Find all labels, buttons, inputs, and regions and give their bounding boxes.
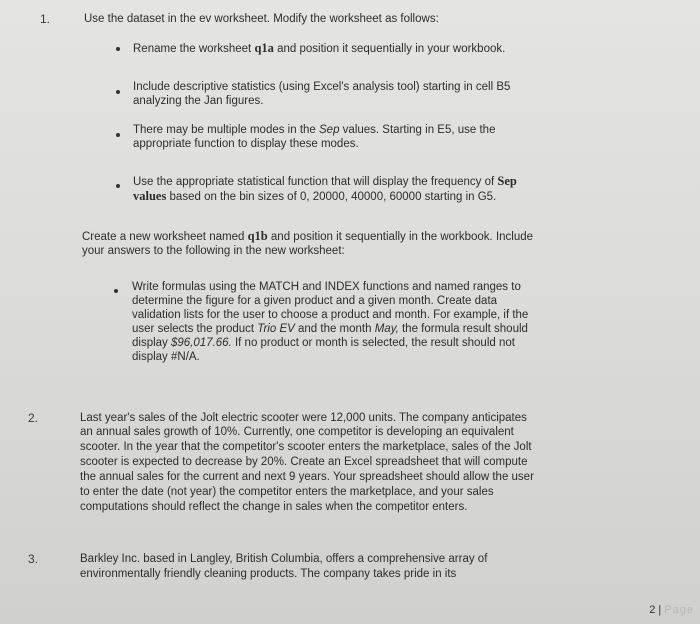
bullet-dot [114,289,118,293]
question-1-number: 1. [40,12,51,26]
q1-bullet-3-post: values. Starting in E5, use the [339,124,496,136]
bullet-dot [116,47,120,51]
q1-sub-line-6: display #N/A. [132,351,200,363]
q1-sub-line-5-em: $96,017.66. [171,337,232,349]
q3-line-2: environmentally friendly cleaning products. The company takes pride in its [80,568,457,580]
q1-bullet-3-em: Sep [319,124,340,136]
bullet-dot [116,133,120,137]
q1-sub-line-5 [132,336,515,350]
q1-bullet-2-line-1: Include descriptive statistics (using Excel's analysis tool) starting in cell B5 [133,81,511,93]
q1-sub-line-5-pre: display [132,337,171,349]
q1-sub-line-1: Write formulas using the MATCH and INDEX functions and named ranges to [132,281,521,293]
question-3-number: 3. [28,552,39,566]
q1-sub-line-4-em-1: Trio EV [257,323,295,335]
page-separator: | [655,604,665,616]
page-footer [649,604,694,616]
q1-bullet-3-line-2: appropriate function to display these modes. [133,138,359,150]
q3-line-1: Barkley Inc. based in Langley, British Columbia, offers a comprehensive array of [80,553,488,565]
q2-line-4: scooter is expected to decrease by 20%. Create an Excel spreadsheet that will compute [80,456,528,468]
q1-sub-line-4-em-2: May, [374,323,399,335]
q1-sub-line-4 [132,322,528,336]
q1-sub-line-4-post: the formula result should [398,323,528,335]
q1-create-line-2: your answers to the following in the new worksheet: [82,245,345,257]
q1-bullet-4-post: based on the bin sizes of 0, 20000, 40000, 60000 starting in G5. [166,191,497,203]
q1-bullet-3-line-1 [133,123,495,137]
q2-line-7: computations should reflect the change in sales when the competitor enters. [80,501,468,513]
q2-line-1: Last year's sales of the Jolt electric scooter were 12,000 units. The company anticipates [80,412,527,424]
page-number: 2 [649,604,656,616]
q1-bullet-1 [133,41,505,56]
q1-bullet-4-code: Sep [497,174,517,188]
bullet-dot [116,90,120,94]
bullet-dot [116,184,120,188]
q2-line-3: scooter. In the year that the competitor's scooter enters the marketplace, sales of the Jolt [80,441,532,453]
q1-create-code: q1b [247,229,268,243]
q1-bullet-2-line-2: analyzing the Jan figures. [133,95,264,107]
q1-bullet-1-pre: Rename the worksheet [133,43,255,55]
q1-create-line-1 [82,229,533,244]
q1-sub-line-4-pre: user selects the product [132,323,258,335]
q2-line-2: an annual sales growth of 10%. Currently, one competitor is developing an equivalent [80,426,514,438]
q1-bullet-1-code: q1a [254,41,274,55]
page-label: Page [664,604,694,616]
q1-bullet-4-pre: Use the appropriate statistical function that will display the frequency of [133,176,498,188]
q1-sub-line-5-post: If no product or month is selected, the result should not [231,337,515,349]
q1-bullet-1-post: and position it sequentially in your workbook. [273,43,506,55]
q2-line-5: the annual sales for the current and next 9 years. Your spreadsheet should allow the user [80,471,534,483]
q2-line-6: to enter the date (not year) the competitor enters the marketplace, and your sales [80,486,494,498]
q1-create-pre: Create a new worksheet named [82,231,248,243]
question-1-intro: Use the dataset in the ev worksheet. Modify the worksheet as follows: [84,13,439,25]
question-2-number: 2. [28,411,39,425]
q1-create-post: and position it sequentially in the workbook. Include [267,231,534,243]
q1-bullet-4-line-1 [133,174,517,189]
q1-bullet-4-code-2: values [133,189,167,203]
q1-bullet-4-line-2 [133,189,496,204]
q1-sub-line-3: validation lists for the user to choose a product and month. For example, if the [132,309,529,321]
q1-sub-line-2: determine the figure for a given product and a given month. Create data [132,295,498,307]
q1-sub-line-4-mid: and the month [294,323,375,335]
q1-bullet-3-pre: There may be multiple modes in the [133,124,320,136]
